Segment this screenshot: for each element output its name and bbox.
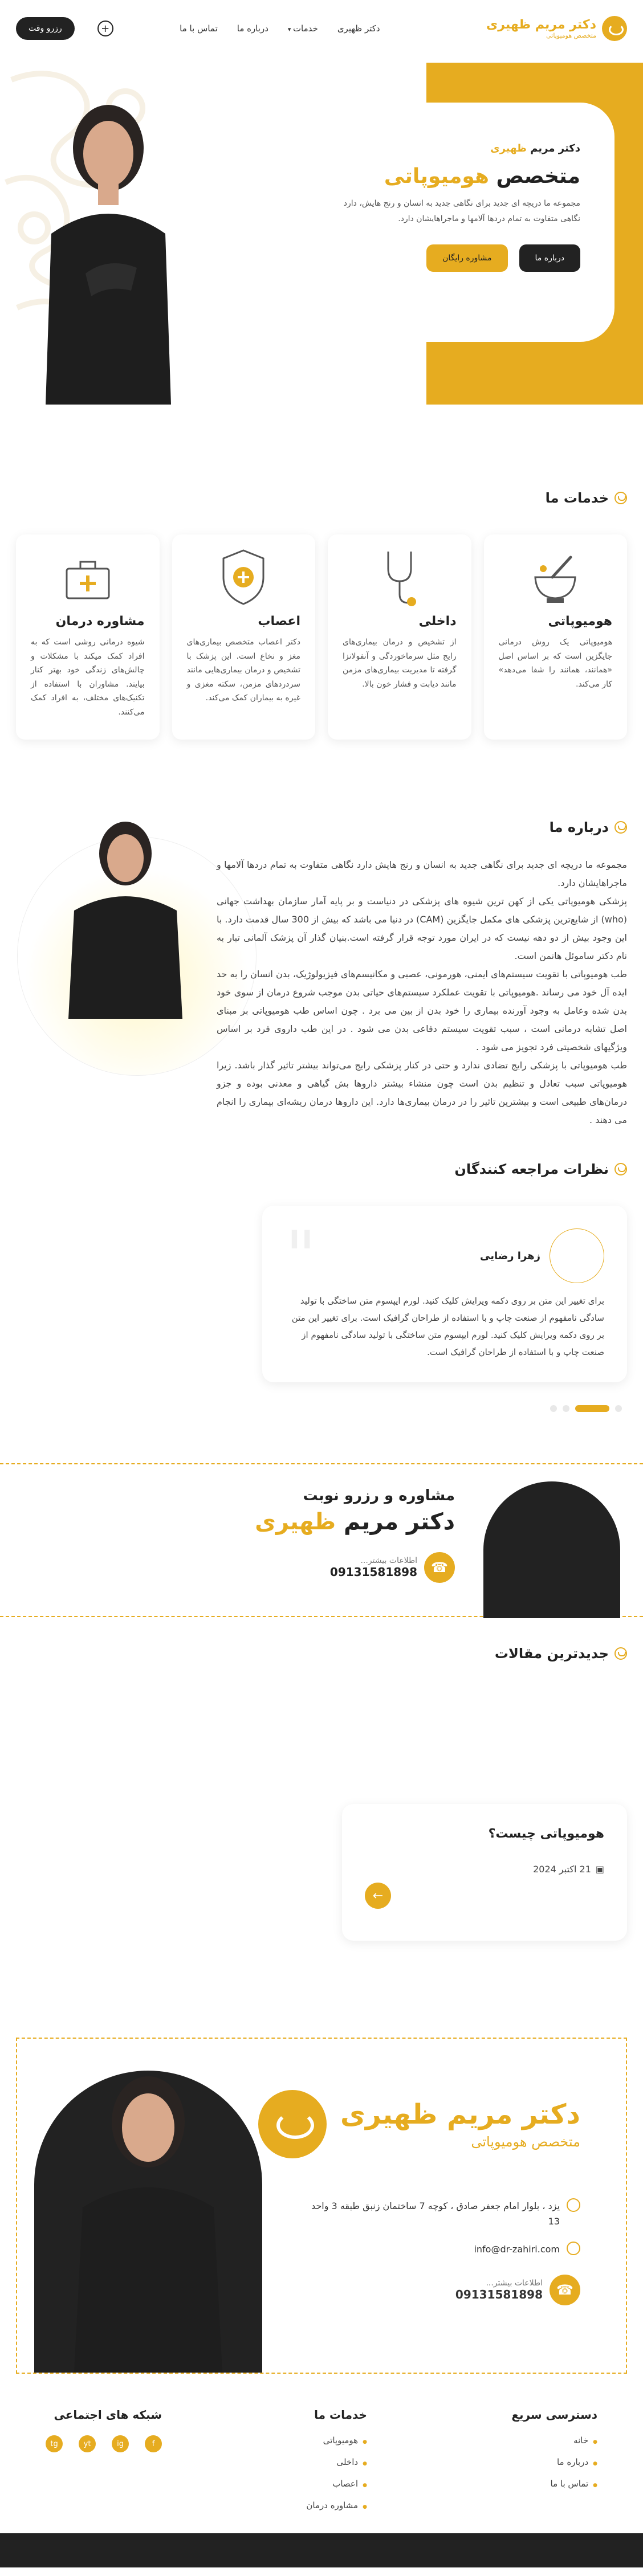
youtube-icon[interactable]: yt: [79, 2435, 96, 2452]
logo-subtitle: متخصص هومیوپاتی: [546, 32, 596, 39]
article-title: هومیوپاتی چیست؟: [488, 1827, 604, 1841]
testimonial-card: [262, 1206, 627, 1382]
main-nav: [180, 23, 380, 34]
carousel-dot[interactable]: [615, 1405, 622, 1412]
service-text: هومیوپاتی یک روش درمانی جایگزین است که بر اساس اصل «همانند، همانند را شفا می‌دهد» کار می‌کند.: [498, 638, 612, 689]
services-section: [0, 405, 643, 740]
consult-title: مشاوره و رزرو نوبت: [303, 1487, 455, 1504]
plus-circle-icon[interactable]: +: [97, 21, 113, 36]
logo-icon: [602, 16, 627, 41]
hero-title: متخصص هومیوپاتی: [384, 165, 580, 188]
about-doctor-image: [51, 814, 188, 1019]
about-paragraph-3: طب هومیوپاتی با تقویت سیستم‌های ایمنی، هورمونی، عصبی و مکانیسم‌های فیزیولوژیک، بدن انسان را به حد ایده آل خود می رساند .هومیوپاتی با تقویت عملکرد سیستم‌های حیاتی بدن موجب شروع درمان از سوی خود بدن شده وعامل به وجود آورنده بیماری را خود بدن از بین می برد . چون اساس طب هومیوپاتی بر مبنای اصل تشابه درمانی است ، سبب تقویت سیستم دفاعی بدن می شود . در این طب داروی فرد بر اساس ویژگیهای شخصیتی فرد تجویز می شود .: [217, 969, 627, 1052]
nav-item-contact[interactable]: تماس با ما: [180, 23, 218, 34]
logo[interactable]: [486, 16, 627, 41]
hero-doctor-image: [23, 85, 194, 405]
phone-number: 09131581898: [455, 2287, 543, 2301]
telegram-icon[interactable]: tg: [46, 2435, 63, 2452]
testimonial-name: زهرا رضایی: [480, 1250, 540, 1262]
about-heading: درباره ما: [217, 819, 627, 835]
testimonials-heading: نظرات مراجعه کنندگان: [0, 1161, 643, 1177]
testimonial-text: برای تغییر این متن بر روی دکمه ویرایش کلیک کنید. لورم ایپسوم متن ساختگی با تولید سادگی نامفهوم از صنعت چاپ و با استفاده از طراحان گرافیک است. برای تغییر این متن بر روی دکمه ویرایش کلیک کنید. لورم ایپسوم متن ساختگی با تولید سادگی نامفهوم از صنعت چاپ و با استفاده از طراحان گرافیک است.: [291, 1296, 604, 1357]
phone-number: 09131581898: [329, 1565, 417, 1579]
carousel-dot-active[interactable]: [575, 1405, 609, 1412]
mail-icon: [567, 2242, 580, 2255]
hero-doctor-name: دکتر مریم ظهیری: [490, 142, 580, 154]
phone-icon: ☎: [424, 1552, 455, 1583]
footer-link-homeopathy[interactable]: ● هومیوپاتی: [306, 2435, 367, 2446]
phone-icon: ☎: [550, 2275, 580, 2305]
hero-description: مجموعه ما دریچه ای جدید برای نگاهی جدید به انسان و رنج هایش، دارد نگاهی متفاوت به تمام دردها آلامها و ماجراهایشان دارد.: [343, 199, 580, 223]
section-logo-icon: [614, 821, 627, 834]
footer-link-neurology[interactable]: ● اعصاب: [306, 2479, 367, 2489]
services-heading: خدمات ما: [0, 490, 643, 506]
footer-email[interactable]: info@dr-zahiri.com: [474, 2244, 560, 2255]
about-paragraph-2: پزشکی هومیوپاتی یکی از کهن ترین شیوه های پزشکی در دنیاست و بر پایه آمار سازمان بهداشت جهانی (who) از شایع‌ترین پزشکی های مکمل جایگزین (CAM) در دنیا می باشد که بیش از 300 سال قدمت دارد. با این وجود بیش از دو دهه نیست که در ایران مورد توجه قرار گرفته است.بنیان گذار آن پزشک آلمانی تبار به نام دکتر ساموئل هانمن است.: [217, 896, 628, 961]
copyright-bar: [0, 2533, 643, 2567]
arrow-left-icon[interactable]: ←: [365, 1883, 391, 1909]
service-text: شیوه درمانی روشی است که به افراد کمک میکند با مشکلات و چالش‌های زندگی خود بهتر کنار بیایند. مشاوران با استفاده از تکنیک‌های مختلف، به افراد کمک می‌کنند.: [31, 638, 145, 717]
testimonials-section: [0, 1138, 643, 1412]
footer-address: یزد ، بلوار امام جعفر صادق ، کوچه 7 ساختمان زنبق طبقه 3 واحد 13: [311, 2201, 560, 2227]
nav-item-about[interactable]: درباره ما: [237, 23, 268, 34]
section-logo-icon: [614, 492, 627, 504]
carousel-dots: [529, 1405, 643, 1412]
article-card[interactable]: [342, 1804, 627, 1941]
footer-link-consult[interactable]: ● مشاوره درمان: [306, 2500, 367, 2510]
articles-section: [0, 1617, 643, 1941]
facebook-icon[interactable]: f: [145, 2435, 162, 2452]
location-icon: [567, 2198, 580, 2212]
mortar-pestle-icon: [530, 546, 581, 609]
quote-icon: ": [285, 1217, 317, 1296]
about-paragraph-4: طب هومیوپاتی با پزشکی رایج تضادی ندارد و حتی در کنار پزشکی رایج می‌تواند بیشتر تاثیر گذار باشد. زیرا هومیوپاتی سبب تعادل و تنظیم بدن است چون منشاء بیشتر داروها بش گیاهی و معدنی بوده و جزو درمان‌های طبیعی است و بیشترین تاثیر را در درمان بیماری‌ها دارد. این داروها درمان ریشه‌ای بیماری را انجام می دهند .: [217, 1060, 627, 1125]
articles-heading: جدیدترین مقالات: [0, 1646, 643, 1661]
consult-doctor-name: دکتر مریم ظهیری: [255, 1509, 455, 1535]
decorative-arch: [483, 1481, 620, 1618]
service-text: از تشخیص و درمان بیماری‌های رایج مثل سرماخوردگی و آنفولانزا گرفته تا مدیریت بیماری‌های مزمن مانند دیابت و فشار خون بالا.: [343, 638, 457, 689]
shield-plus-icon: [218, 546, 269, 609]
hero-section: [0, 57, 643, 405]
service-title: مشاوره درمان: [55, 614, 145, 628]
first-aid-kit-icon: [62, 546, 113, 609]
footer-quick-links: دسترسی سریع ● خانه ● درباره ما ● تماس با ما: [511, 2408, 597, 2533]
nav-item-services[interactable]: خدمات ▾: [288, 23, 318, 34]
service-title: اعصاب: [258, 614, 300, 628]
footer-link-internal[interactable]: ● داخلی: [306, 2457, 367, 2467]
service-text: دکتر اعصاب متخصص بیماری‌های مغز و نخاع است. این پزشک با تشخیص و درمان بیماری‌هایی مانند سردردهای مزمن، سکته مغزی و غیره به بیماران کمک می‌کند.: [186, 638, 300, 703]
footer-doctor-image: [51, 2054, 245, 2373]
footer-link-contact[interactable]: ● تماس با ما: [511, 2479, 597, 2489]
footer-link-home[interactable]: ● خانه: [511, 2435, 597, 2446]
calendar-icon: ▣: [595, 1864, 604, 1875]
consult-phone[interactable]: ☎ اطلاعات بیشتر... 09131581898: [255, 1552, 455, 1583]
section-logo-icon: [614, 1647, 627, 1660]
service-card-consult[interactable]: [16, 534, 160, 740]
about-us-button[interactable]: درباره ما: [519, 244, 580, 272]
service-card-neurology[interactable]: [172, 534, 316, 740]
service-card-internal[interactable]: [328, 534, 471, 740]
hero-card: [307, 103, 614, 342]
about-section: [0, 740, 643, 1138]
footer-socials: شبکه های اجتماعی f ig yt tg: [46, 2408, 162, 2533]
site-header: [0, 0, 643, 57]
footer-link-about[interactable]: ● درباره ما: [511, 2457, 597, 2467]
logo-icon: [258, 2090, 327, 2158]
footer-phone[interactable]: ☎ اطلاعات بیشتر... 09131581898: [307, 2275, 580, 2305]
stethoscope-icon: [374, 546, 425, 609]
service-title: هومیوپاتی: [548, 614, 612, 628]
carousel-dot[interactable]: [550, 1405, 557, 1412]
footer-services: خدمات ما ● هومیوپاتی ● داخلی ● اعصاب ● مشاوره درمان: [306, 2408, 367, 2533]
footer-contact-box: [16, 2038, 627, 2374]
section-logo-icon: [614, 1163, 627, 1175]
service-card-homeopathy[interactable]: [484, 534, 628, 740]
instagram-icon[interactable]: ig: [112, 2435, 129, 2452]
footer-logo: دکتر مریم ظهیری متخصص هومیوپاتی: [258, 2090, 580, 2158]
carousel-dot[interactable]: [563, 1405, 569, 1412]
footer-links: [0, 2374, 643, 2533]
logo-name: دکتر مریم ظهیری: [486, 18, 596, 32]
book-appointment-button[interactable]: رزرو وقت: [16, 17, 75, 40]
consult-banner: [0, 1463, 643, 1617]
about-paragraph-1: مجموعه ما دریچه ای جدید برای نگاهی جدید به انسان و رنج هایش دارد نگاهی متفاوت به تمام دردها آلامها و ماجراهایشان دارد.: [217, 859, 627, 888]
article-date: 21 اکتبر 2024: [533, 1864, 591, 1875]
service-title: داخلی: [418, 614, 457, 628]
free-consult-button[interactable]: مشاوره رایگان: [426, 244, 507, 272]
avatar: [550, 1228, 604, 1283]
nav-item-dr-zahiri[interactable]: دکتر ظهیری: [337, 23, 380, 34]
